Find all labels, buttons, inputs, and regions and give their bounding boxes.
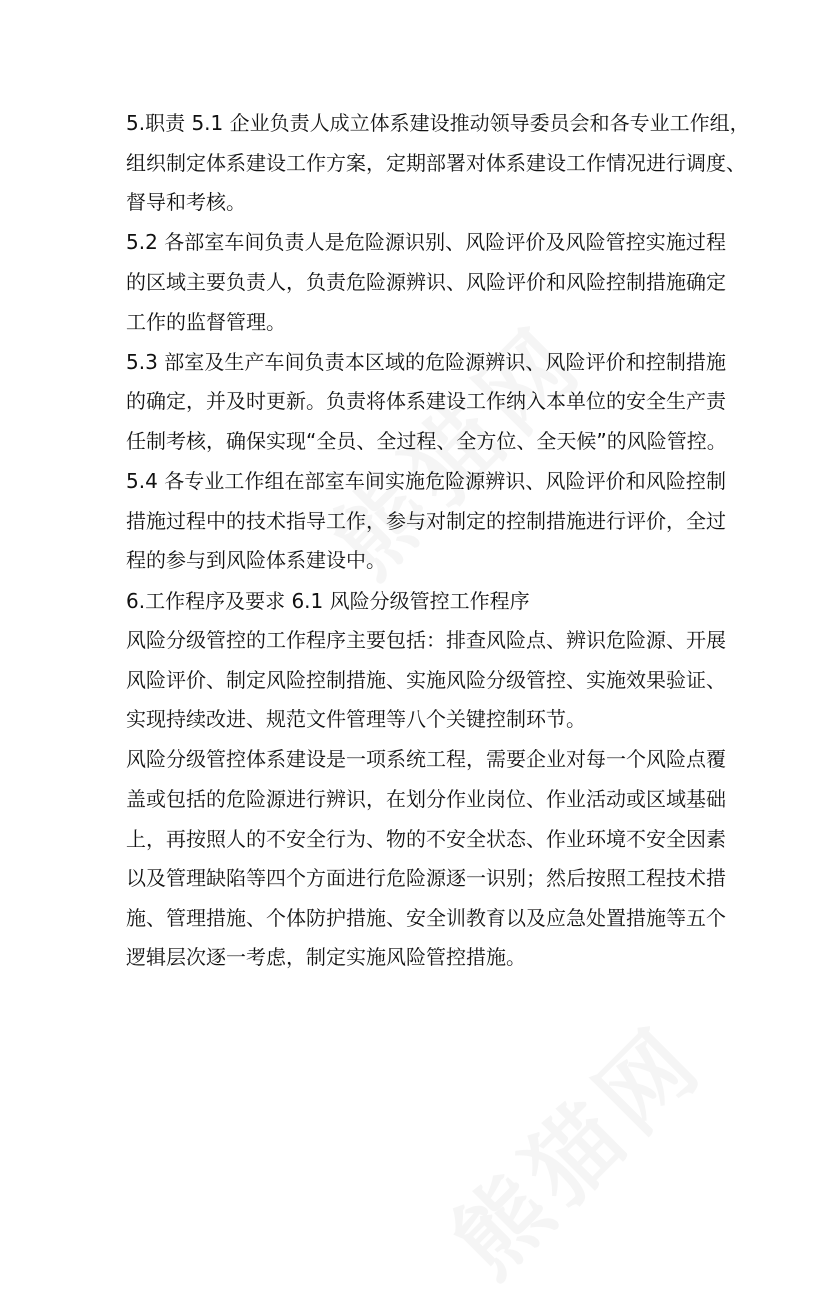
document-body <box>126 104 750 978</box>
text-line: 风险分级管控体系建设是一项系统工程，需要企业对每一个风险点覆 <box>126 747 726 772</box>
text-line: 5.2 各部室车间负责人是危险源识别、风险评价及风险管控实施过程 <box>126 230 726 255</box>
text-line: 5.3 部室及生产车间负责本区域的危险源辨识、风险评价和控制措施 <box>126 349 726 374</box>
text-line: 工作的监督管理。 <box>126 309 286 334</box>
text-line: 施、管理措施、个体防护措施、安全训教育以及应急处置措施等五个 <box>126 905 726 930</box>
text-line: 风险评价、制定风险控制措施、实施风险分级管控、实施效果验证、 <box>126 667 726 692</box>
text-line: 督导和考核。 <box>126 190 246 215</box>
text-line: 程的参与到风险体系建设中。 <box>126 548 386 573</box>
text-line: 上，再按照人的不安全行为、物的不安全状态、作业环境不安全因素 <box>126 826 726 851</box>
text-line: 风险分级管控的工作程序主要包括：排查风险点、辨识危险源、开展 <box>126 628 726 653</box>
watermark <box>418 991 728 1301</box>
text-line: 6.工作程序及要求 6.1 风险分级管控工作程序 <box>126 588 530 613</box>
text-line: 5.4 各专业工作组在部室车间实施危险源辨识、风险评价和风险控制 <box>126 469 726 494</box>
text-line: 的区域主要负责人，负责危险源辨识、风险评价和风险控制措施确定 <box>126 269 726 294</box>
text-line: 逻辑层次逐一考虑，制定实施风险管控措施。 <box>126 945 526 970</box>
text-line: 5.职责 5.1 企业负责人成立体系建设推动领导委员会和各专业工作组， <box>126 111 750 135</box>
text-line: 以及管理缺陷等四个方面进行危险源逐一识别；然后按照工程技术措 <box>126 866 726 891</box>
paragraph-5-responsibilities <box>126 104 750 223</box>
paragraph-procedure <box>126 621 726 740</box>
text-line: 的确定，并及时更新。负责将体系建设工作纳入本单位的安全生产责 <box>126 389 726 414</box>
text-line: 盖或包括的危险源进行辨识，在划分作业岗位、作业活动或区域基础 <box>126 787 726 812</box>
paragraph-5-3 <box>126 343 726 462</box>
paragraph-5-2 <box>126 223 726 342</box>
text-line: 任制考核，确保实现“全员、全过程、全方位、全天候”的风险管控。 <box>126 428 727 453</box>
text-line: 组织制定体系建设工作方案，定期部署对体系建设工作情况进行调度、 <box>126 150 746 175</box>
text-line: 措施过程中的技术指导工作，参与对制定的控制措施进行评价，全过 <box>126 508 726 533</box>
section-heading-6 <box>126 582 726 622</box>
text-line: 实现持续改进、规范文件管理等八个关键控制环节。 <box>126 707 586 732</box>
paragraph-system-construction <box>126 740 726 978</box>
paragraph-5-4 <box>126 462 726 581</box>
